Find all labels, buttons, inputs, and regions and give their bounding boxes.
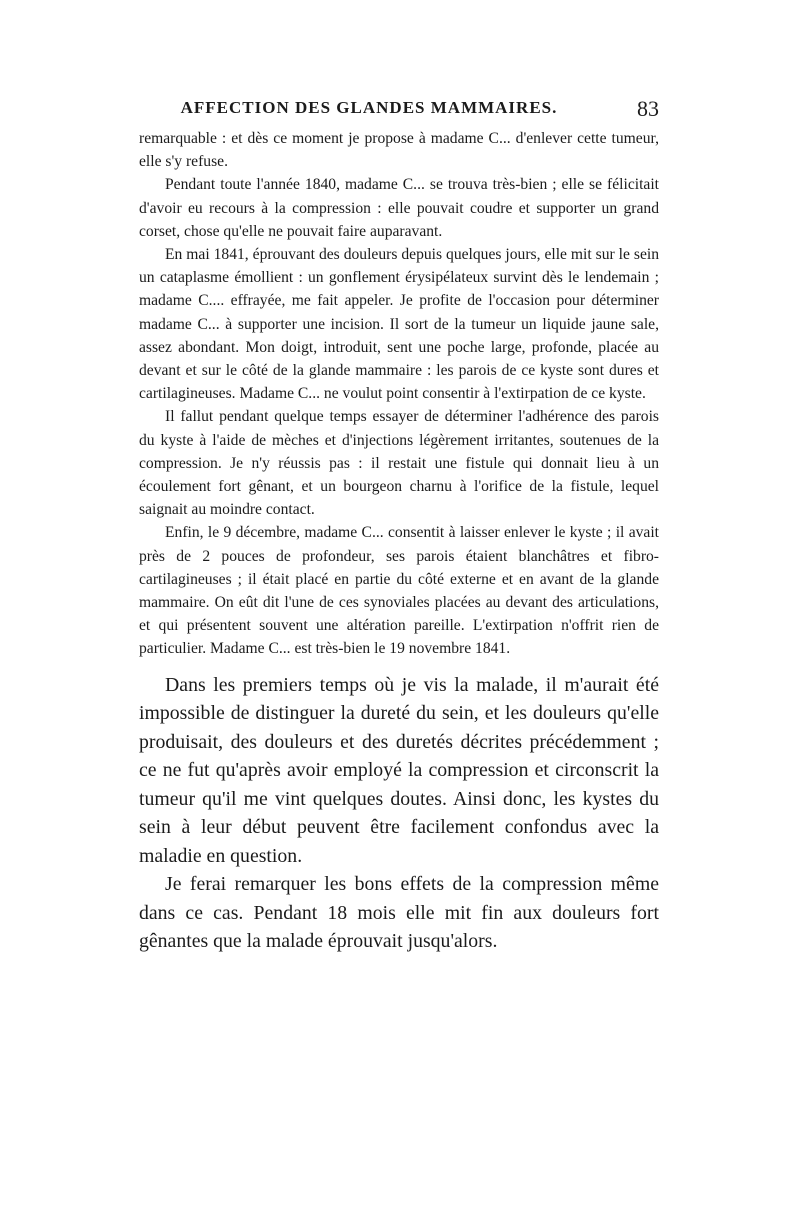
section-gap: [139, 661, 659, 671]
paragraph-3: En mai 1841, éprouvant des douleurs depuis quelques jours, elle mit sur le sein un cataplasme émollient : un gonflement érysipélateux survint dès le lendemain ; madame C.... effrayée, me fait appeler. Je profite de l'occasion pour déterminer madame C... à supporter une incision. Il sort de la tumeur un liquide jaune sale, assez abondant. Mon doigt, introduit, sent une poche large, profonde, placée au devant et sur le côté de la glande mammaire : les parois de ce kyste sont dures et cartilagineuses. Madame C... ne voulut point consentir à l'extirpation de ce kyste.: [139, 246, 659, 403]
paragraph-1: remarquable : et dès ce moment je propose à madame C... d'enlever cette tumeur, elle s'y refuse.: [139, 130, 659, 171]
paragraph-2: Pendant toute l'année 1840, madame C... se trouva très-bien ; elle se félicitait d'avoir eu recours à la compression : elle pouvait coudre et supporter un grand corset, chose qu'elle ne pouvait faire auparavant.: [139, 176, 659, 240]
paragraph-5: Enfin, le 9 décembre, madame C... consentit à laisser enlever le kyste ; il avait près de 2 pouces de profondeur, ses parois étaient blanchâtres et fibro-cartilagineuses ; il était placé en partie du côté externe et en avant de la glande mammaire. On eût dit l'une de ces synoviales placées au devant des articulations, et qui présentent souvent une altération pareille. L'extirpation n'offrit rien de particulier. Madame C... est très-bien le 19 novembre 1841.: [139, 524, 659, 658]
paragraph-7: Je ferai remarquer les bons effets de la compression même dans ce cas. Pendant 18 mois elle mit fin aux douleurs fort gênantes que la malade éprouvait jusqu'alors.: [139, 873, 659, 953]
body-text: [139, 127, 659, 956]
running-title: AFFECTION DES GLANDES MAMMAIRES.: [180, 98, 558, 117]
page-number: 83: [637, 96, 659, 121]
paragraph-4: Il fallut pendant quelque temps essayer de déterminer l'adhérence des parois du kyste à l'aide de mèches et d'injections légèrement irritantes, soutenues de la compression. Je n'y réussis pas : il restait une fistule qui donnait lieu à un écoulement fort gênant, et un bourgeon charnu à l'orifice de la fistule, lequel saignait au moindre contact.: [139, 408, 659, 519]
paragraph-6: Dans les premiers temps où je vis la malade, il m'aurait été impossible de distinguer la dureté du sein, et les douleurs qu'elle produisait, des douleurs et des duretés décrites précédemment ; ce ne fut qu'après avoir employé la compression et circonscrit la tumeur qu'il me vint quelques doutes. Ainsi donc, les kystes du sein à leur début peuvent être facilement confondus avec la maladie en question.: [139, 673, 659, 867]
page-header: [139, 98, 659, 126]
